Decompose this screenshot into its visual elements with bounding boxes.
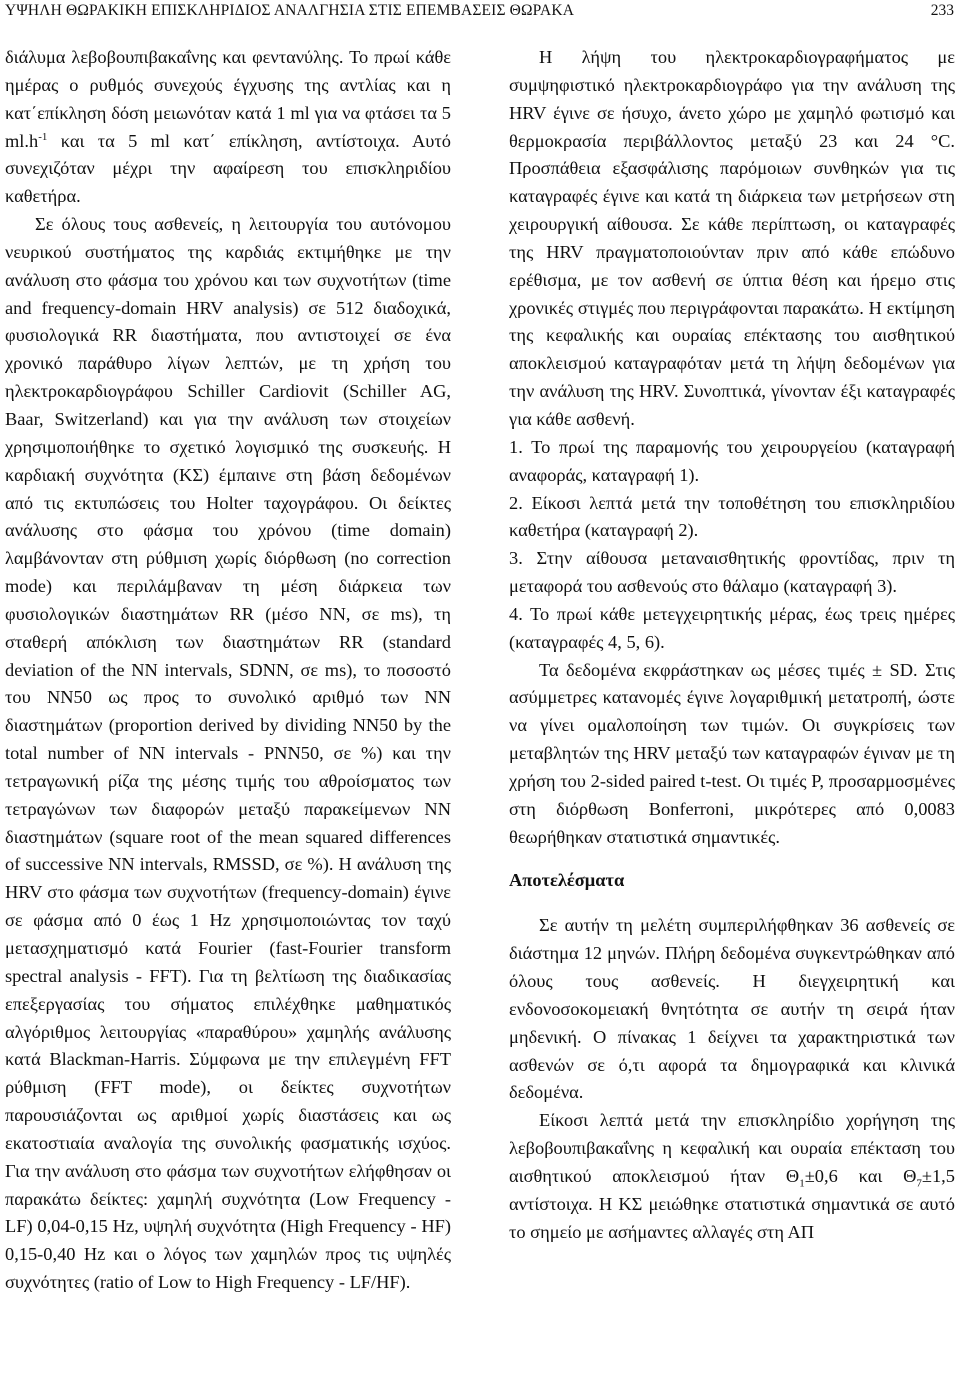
paragraph: Τα δεδομένα εκφράστηκαν ως μέσες τιμές ± SD. Στις ασύμμετρες κατανομές έγινε λογαριθμική μετατροπή, ώστε να γίνει ομαλοποίηση των τιμών. Οι συγκρίσεις των μεταβλητών της HRV μεταξύ των καταγραφών έγιναν με τη χρήση του 2-sided paired t-test. Οι τιμές P, προσαρμοσμένες στη διόρθωση Bonferroni, μικρότερες από 0,0083 θεωρήθηκαν στατιστικά σημαντικές. — [509, 659, 955, 847]
right-column — [509, 44, 955, 1246]
paragraph: Σε αυτήν τη μελέτη συμπεριλήφθηκαν 36 ασθενείς σε διάστημα 12 μηνών. Πλήρη δεδομένα συγκεντρώθηκαν από όλους τους ασθενείς. Η διεγχειρητική και ενδονοσοκομειακή θνητότητα σε αυτήν τη σειρά ήταν μηδενική. Ο πίνακας 1 δείχνει τα χαρακτηριστικά των ασθενών σε ό,τι αφορά τα δημογραφικά και κλινικά δεδομένα. — [509, 915, 955, 1103]
paragraph: Είκοσι λεπτά μετά την επισκληρίδιο χορήγηση της λεβοβουπιβακαΐνης η κεφαλική και ουραία επέκταση του αισθητικού αποκλεισμού ήταν $\Theta_1\pm 0,6$ και $\Theta_7\pm 1,5$ αντίστοιχα. Η ΚΣ μειώθηκε στατιστικά σημαντικά σε αυτό το σημείο με ασήμαντες αλλαγές στη ΑΠ — [509, 1110, 955, 1242]
section-heading: Αποτελέσματα — [509, 870, 625, 891]
list-item: 2. Είκοσι λεπτά μετά την τοποθέτηση του επισκληριδίου καθετήρα (καταγραφή 2). — [509, 492, 955, 541]
subscript: 7 — [916, 1177, 922, 1190]
list-item: 1. Το πρωί της παραμονής του χειρουργείου (καταγραφή αναφοράς, καταγραφή 1). — [509, 436, 955, 485]
superscript: -1 — [38, 130, 48, 143]
paragraph: Σε όλους τους ασθενείς, η λειτουργία του αυτόνομου νευρικού συστήματος της καρδιάς εκτιμήθηκε με την ανάλυση στο φάσμα του χρόνου και των συχνοτήτων (time and frequency-domain HRV analysis) σε 512 διαδοχικά, φυσιολογικά RR διαστήματα, που αντιστοιχεί σε ένα χρονικό παράθυρο λίγων λεπτών, με τη χρήση του ηλεκτροκαρδιογράφου Schiller Cardiovit (Schiller AG, Baar, Switzerland) και για την ανάλυση των στοιχείων χρησιμοποιήθηκε το σχετικό λογισμικό της συσκευής. Η καρδιακή συχνότητα (ΚΣ) έμπαινε στη βάση δεδομένων από τις εκτυπώσεις του Holter ταχογράφου. Οι δείκτες ανάλυσης στο φάσμα του χρόνου (time domain) λαμβάνονταν στη ρύθμιση χωρίς διόρθωση (no correction mode) και περιλάμβαναν τη μέση διάρκεια των φυσιολογικών διαστημάτων RR (μέσο NN, σε ms), τη σταθερή απόκλιση των διαστημάτων RR (standard deviation of the NN intervals, SDNN, σε ms), το ποσοστό του NN50 ως προς το συνολικό αριθμό των NN διαστημάτων (proportion derived by dividing NN50 by the total number of NN intervals - PNN50, σε %) και την τετραγωνική ρίζα της μέσης τιμής του αθροίσματος των τετραγώνων των διαφορών μεταξύ παρακείμενων NN διαστημάτων (square root of the mean squared differences of successive NN intervals, RMSSD, σε %). Η ανάλυση της HRV στο φάσμα των συχνοτήτων (frequency-domain) έγινε σε φάσμα από 0 έως 1 Hz χρησιμοποιώντας τον ταχύ μετασχηματισμό κατά Fourier (fast-Fourier transform spectral analysis - FFT). Για τη βελτίωση της διαδικασίας επεξεργασίας του σήματος επιλέχθηκε μαθηματικός αλγόριθμος λειτουργίας «παραθύρου» χαμηλής ανάλυσης κατά Blackman-Harris. Σύμφωνα με την επιλεγμένη FFT ρύθμιση (FFT mode), οι δείκτες συχνοτήτων παρουσιάζονται ως αριθμοί χωρίς διαστάσεις και ως εκατοστιαία αναλογία της συνολικής φασματικής ισχύος. Για την ανάλυση στο φάσμα των συχνοτήτων ελήφθησαν οι παρακάτω δείκτες: χαμηλή συχνότητα (Low Frequency - LF) 0,04-0,15 Hz, υψηλή συχνότητα (High Frequency - HF) 0,15-0,40 Hz και ο λόγος των χαμηλών προς τις υψηλές συχνότητες (ratio of Low to High Frequency - LF/HF). — [5, 214, 451, 1293]
subscript: 1 — [799, 1177, 805, 1190]
running-title: ΥΨΗΛΗ ΘΩΡΑΚΙΚΗ ΕΠΙΣΚΛΗΡΙΔΙΟΣ ΑΝΑΛΓΗΣΙΑ ΣΤΙΣ ΕΠΕΜΒΑΣΕΙΣ ΘΩΡΑΚΑ — [5, 2, 575, 19]
left-column — [5, 44, 451, 1297]
paragraph: διάλυμα λεβοβουπιβακαΐνης και φεντανύλης. Το πρωί κάθε ημέρας ο ρυθμός συνεχούς έγχυσης της αντλίας και η κατ΄επίκληση δόση μειωνόταν κατά 1 ml για να φτάσει τα 5 $ml.h^{-1}$ και τα 5 ml κατ΄ επίκληση, αντίστοιχα. Αυτό συνεχιζόταν μέχρι την αφαίρεση του επισκληριδίου καθετήρα. — [5, 47, 451, 207]
list-item: 4. Το πρωί κάθε μετεγχειρητικής μέρας, έως τρεις ημέρες (καταγραφές 4, 5, 6). — [509, 603, 955, 652]
page-number: 233 — [930, 2, 954, 19]
page-header — [0, 0, 960, 32]
paragraph: Η λήψη του ηλεκτροκαρδιογραφήματος με συμψηφιστικό ηλεκτροκαρδιογράφο για την ανάλυση της HRV έγινε σε ήσυχο, άνετο χώρο με χαμηλό φωτισμό και θερμοκρασία περιβάλλοντος μεταξύ 23 και 24 °C. Προσπάθεια εξασφάλισης παρόμοιων συνθηκών για τις καταγραφές έγινε και κατά τη διάρκεια των μετρήσεων στη χειρουργική αίθουσα. Σε κάθε περίπτωση, οι καταγραφές της HRV πραγματοποιούνταν πριν από κάθε επώδυνο ερέθισμα, με τον ασθενή σε ύπτια θέση και ήρεμο στις χρονικές στιγμές που περιγράφονται παρακάτω. Η εκτίμηση της κεφαλικής και ουραίας επέκτασης του αισθητικού αποκλεισμού καταγραφόταν μετά τη λήψη δεδομένων για την ανάλυση της HRV. Συνοπτικά, γίνονταν έξι καταγραφές για κάθε ασθενή. — [509, 47, 955, 429]
list-item: 3. Στην αίθουσα μεταναισθητικής φροντίδας, πριν τη μεταφορά του ασθενούς στο θάλαμο (καταγραφή 3). — [509, 548, 955, 597]
